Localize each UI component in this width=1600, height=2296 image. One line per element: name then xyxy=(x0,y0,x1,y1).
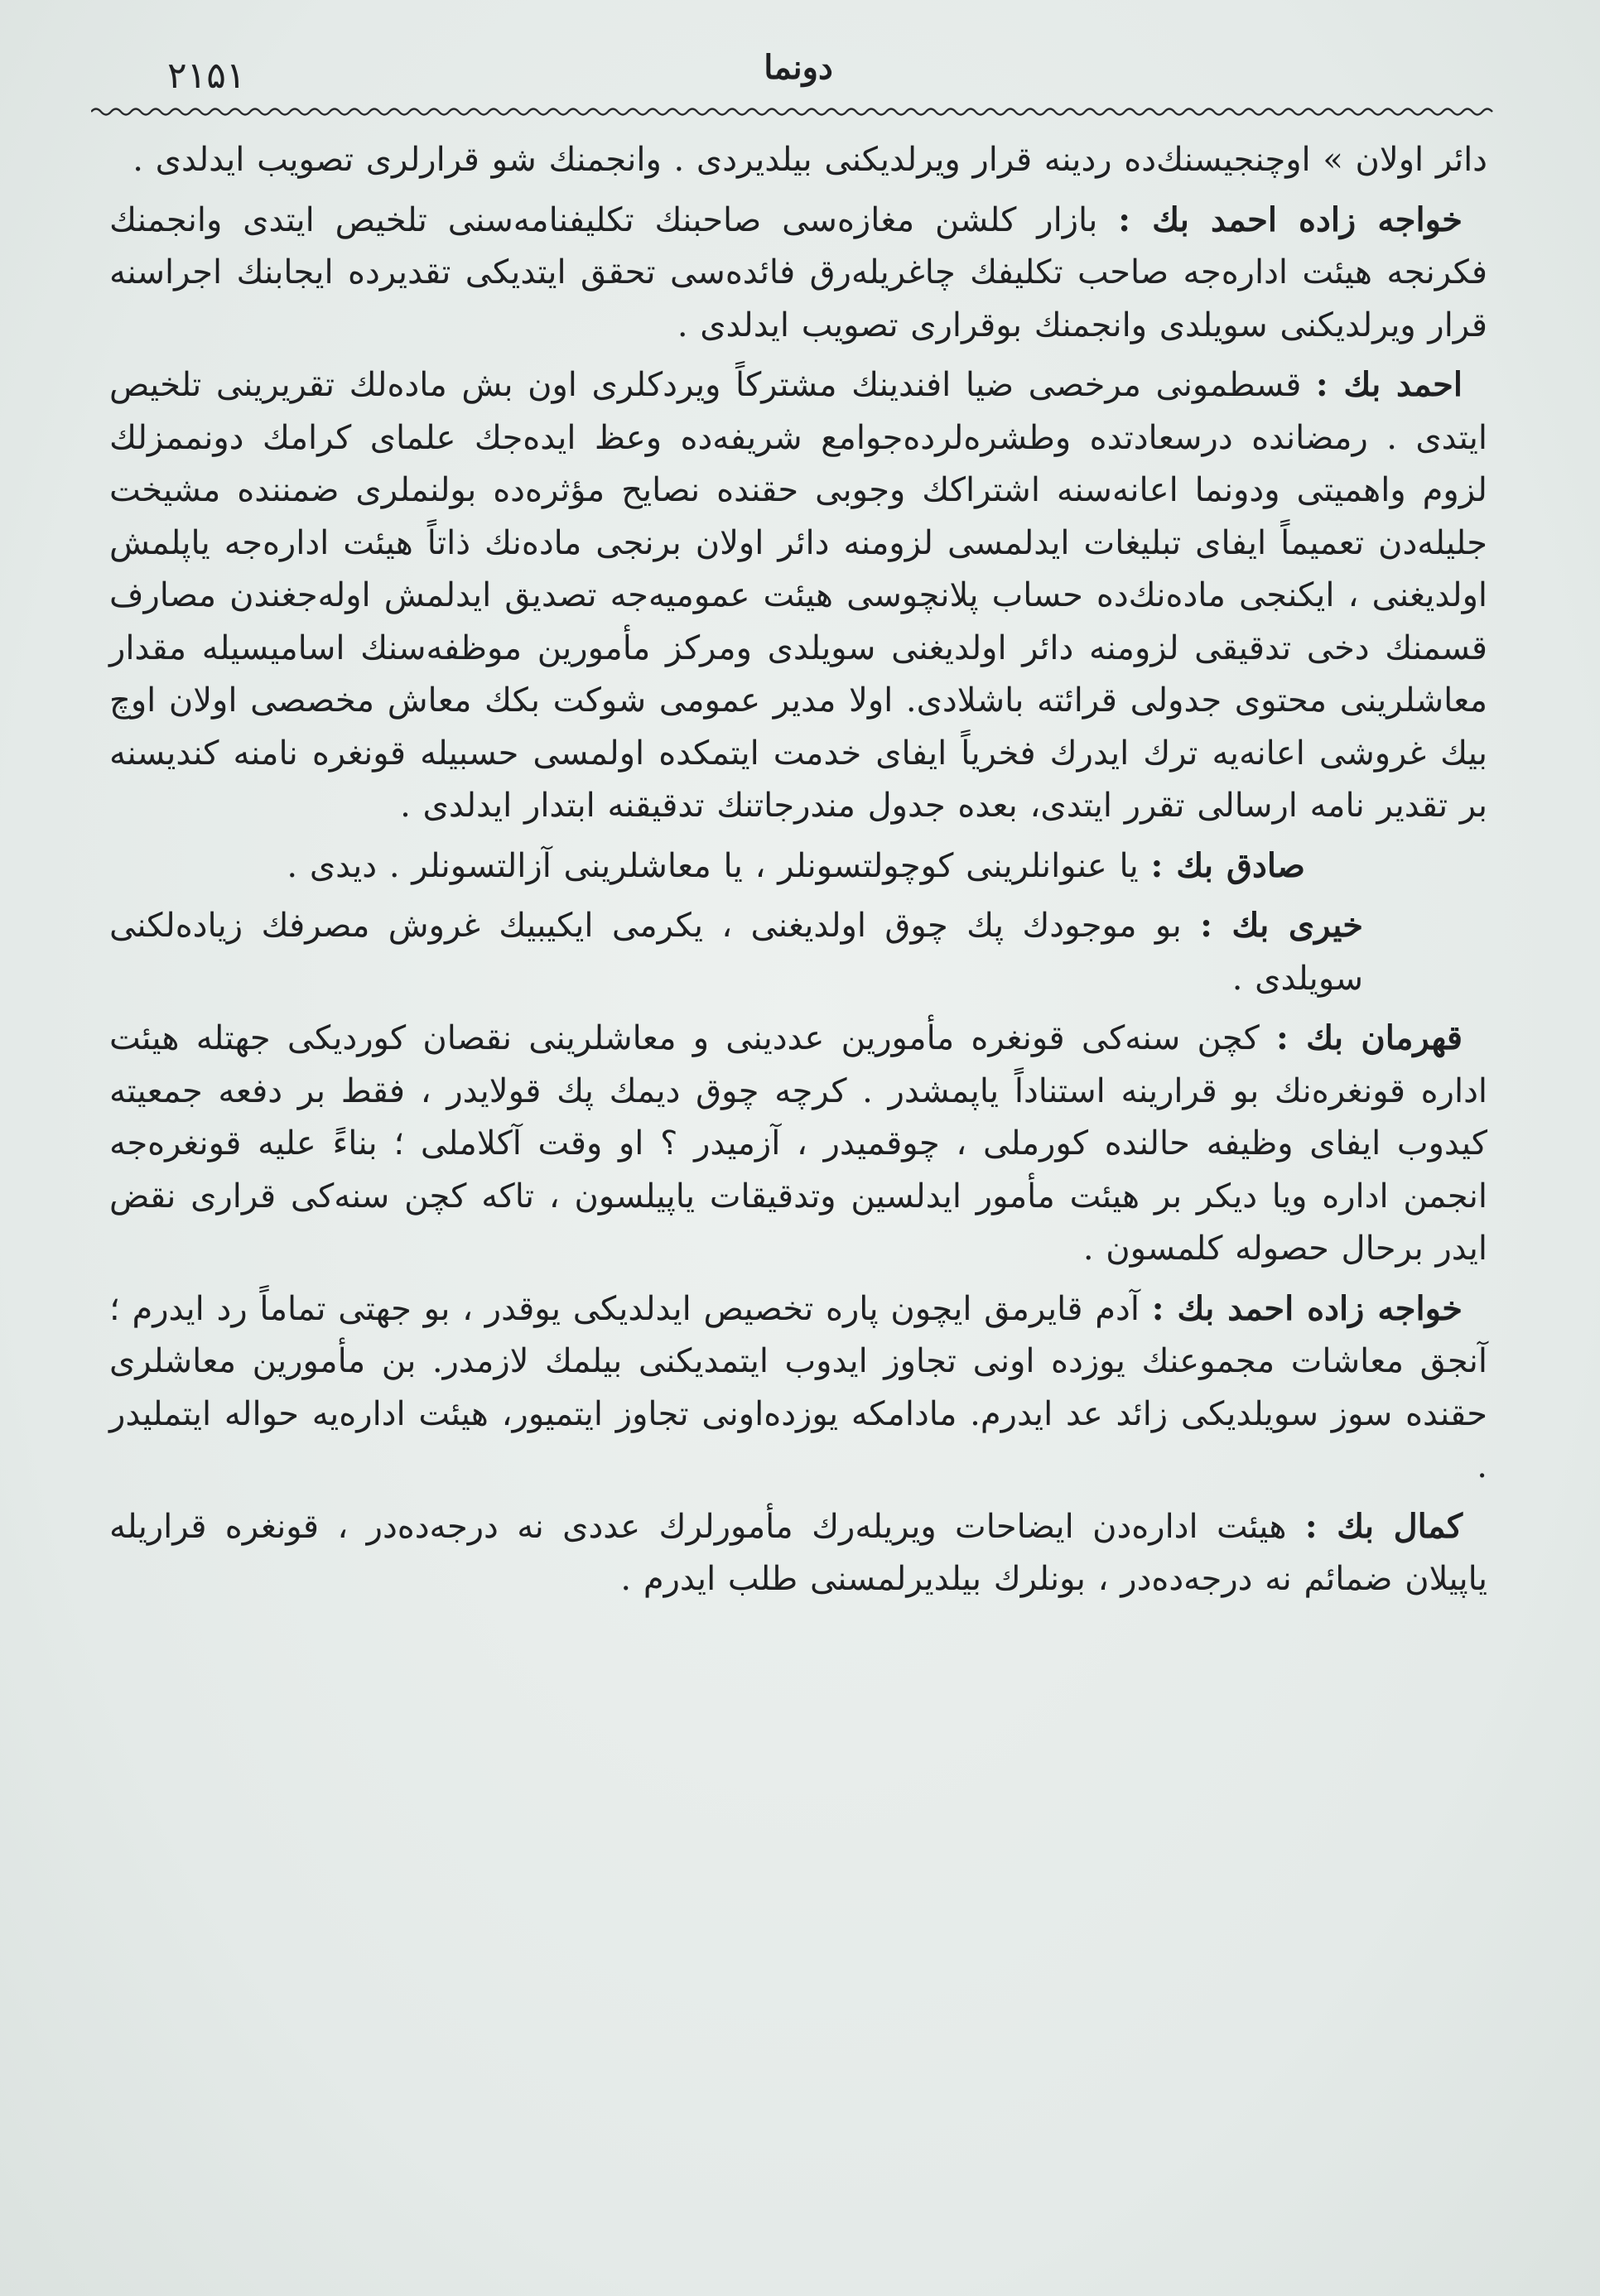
paragraph-text: دائر اولان » اوچنجیسنك‌ده ردینه قرار ویرلدیکنی بیلدیردی . وانجمنك شو قرارلری تصویب ایدلدی . xyxy=(133,141,1487,179)
paragraph-text: قسطمونی مرخصی ضیا افندینك مشترکاً ویردکلری اون بش ماده‌لك تقریرینی تلخیص ایتدی . رمضانده درسعادتده وطشره‌لرده‌جوامع شریفه‌ده وعظ ایده‌جك علمای کرامك دونممزلك لزوم واهمیتی ودونما اعانه‌سنه اشتراکك وجوبی حقنده نصایح مؤثره‌ده بولنملری ضمننده مشیخت جلیله‌دن تعمیماً ایفای تبلیغات ایدلمسی لزومنه دائر اولان برنجی ماده‌نك ذاتاً هیئت اداره‌جه یاپلمش اولدیغنی ، ایکنجی ماده‌نك‌ده حساب پلانچوسی هیئت عمومیه‌جه تصدیق ایدلمش اوله‌جغندن مصارف قسمنك دخی تدقیقی لزومنه دائر اولدیغنی سویلدی ومرکز مأمورین موظفه‌سنك اسامیسیله مقدار معاشلرینی محتوی جدولی قرائته باشلادی. اولا مدیر عمومی شوکت بکك معاش مخصصی اولان اوچ بیك غروشی اعانه‌یه ترك ایدرك فخریاً ایفای خدمت ایتمکده اولمسی حسبیله قونغره نامنه کندیسنه بر تقدیر نامه ارسالی تقرر ایتدی، بعده جدول مندرجاتنك تدقیقنه ابتدار ایدلدی . xyxy=(109,366,1487,825)
paragraph-text: بو موجودك پك چوق اولدیغنی ، یکرمی ایکیبیك غروش مصرفك زیاده‌لکنی سویلدی . xyxy=(109,907,1363,998)
speaker-name: کمال بك : xyxy=(1304,1506,1463,1546)
paragraph xyxy=(109,1500,1487,1606)
speaker-name: خواجه زاده احمد بك : xyxy=(1118,200,1463,239)
page-number: ۲۱۵۱ xyxy=(167,55,246,97)
paragraph xyxy=(109,1012,1487,1276)
paragraph xyxy=(109,134,1487,187)
paragraph xyxy=(109,899,1487,1005)
paragraph-text: بازار کلشن مغازه‌سی صاحبنك تکلیفنامه‌سنی تلخیص ایتدی وانجمنك فکرنجه هیئت اداره‌جه صاحب تکلیفك چاغریله‌رق فائده‌سی تحقق ایتدیکی تقدیرده ایجابنك اجراسنه قرار ویرلدیکنی سویلدی وانجمنك بوقراری تصویب ایدلدی . xyxy=(109,200,1487,344)
speaker-name: خیری بك : xyxy=(1200,906,1363,945)
paragraph xyxy=(109,840,1487,893)
paragraph xyxy=(109,359,1487,833)
paragraph xyxy=(109,1283,1487,1494)
running-head xyxy=(109,0,1487,98)
paragraph-text: هیئت اداره‌دن ایضاحات ویریله‌رك مأمورلرك عددی نه درجه‌ده‌در ، قونغره قراریله یاپیلان ضمائم نه درجه‌ده‌در ، بونلرك بیلدیرلمسنی طلب ایدرم . xyxy=(109,1507,1487,1598)
speaker-name: صادق بك : xyxy=(1150,845,1305,885)
speaker-name: احمد بك : xyxy=(1315,365,1463,404)
paragraph-text: آدم قایرمق ایچون پاره تخصیص ایدلدیکی یوقدر ، بو جهتی تماماً رد ایدرم ؛ آنجق معاشات مجموعنك یوزده اونی تجاوز ایدوب ایتمدیکنی بیلمك لازمدر. بن مأمورین معاشلری حقنده سوز سویلدیکی زائد عد ایدرم. مادامکه یوزده‌اونی تجاوز ایتمیور، هیئت اداره‌یه حواله ایتملیدر . xyxy=(109,1289,1487,1485)
running-title: دونما xyxy=(764,48,833,87)
paragraph-text: کچن سنه‌کی قونغره مأمورین عددینی و معاشلرینی نقصان کوردیکی جهتله هیئت اداره قونغره‌نك بو قرارینه استناداً یاپمشدر . کرچه چوق دیمك پك قولایدر ، فقط بر دفعه جمعیته کیدوب ایفای وظیفه حالنده کورملی ، چوقمیدر ، آزمیدر ؟ او وقت آکلاملی ؛ بناءً علیه قونغره‌جه انجمن اداره ویا دیکر بر هیئت مأمور ایدلسین وتدقیقات یاپیلسون ، تاکه کچن سنه‌کی قراری نقض ایدر برحال حصوله کلمسون . xyxy=(109,1019,1487,1268)
wavy-rule xyxy=(91,106,1499,118)
paragraph xyxy=(109,194,1487,353)
paragraph-text: یا عنوانلرینی کوچولتسونلر ، یا معاشلرینی آزالتسونلر . دیدی . xyxy=(287,846,1139,885)
speaker-name: خواجه زاده احمد بك : xyxy=(1151,1288,1463,1328)
speaker-name: قهرمان بك : xyxy=(1275,1018,1463,1057)
body-text xyxy=(109,134,1487,1606)
